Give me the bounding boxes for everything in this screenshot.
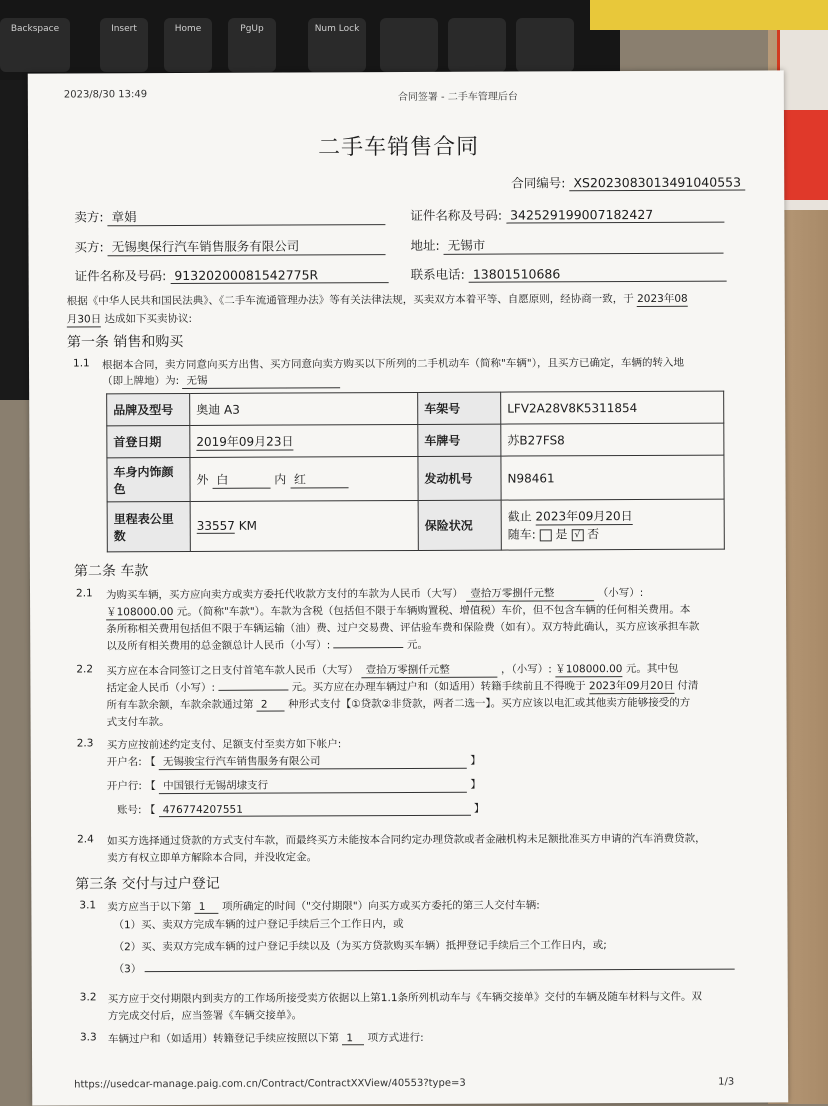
reg-date-label: 首登日期 [107,425,190,457]
insurance-label: 保险状况 [418,500,501,550]
table-row [107,499,724,552]
bank-label: 开户行: [106,780,142,793]
intro-tail: 达成如下买卖协议: [104,312,193,326]
clause-1-1-text: 根据本合同，卖方同意向买方出售、买方同意向卖方购买以下所列的二手机动车（简称"车辆"），且买方已确定，车辆的转入地 [101,356,684,372]
clause-2-3-number: 2.3 [76,737,94,750]
buyer-label: 买方: [74,239,104,255]
table-row [107,423,724,458]
plate-value: 苏B27FS8 [501,423,724,456]
clause-2-1-text-e: 元。 [406,638,429,652]
key-slash [380,18,438,72]
clause-2-1-text-a: 为购买车辆，买方应向卖方或卖方委托代收款方支付的车款为人民币（大写） [106,587,464,602]
phone-label: 联系电话: [410,266,465,282]
table-row [107,391,724,426]
balance-deadline: 2023年09月20日 [588,679,674,693]
insurance-expiry [508,507,718,526]
clause-3-3-text-b: 项方式进行: [367,1031,424,1045]
engine-label: 发动机号 [418,456,501,500]
key-home: Home [164,18,212,72]
clause-2-3-text: 买方应按前述约定支付、足额支付至卖方如下帐户: [106,738,342,752]
vin-value: LFV2A28V8K5311854 [501,391,724,424]
clause-2-2-text-b: ，（小写）: [501,663,552,676]
contract-number: XS2023083013491040553 [569,175,745,192]
clause-2-1-text-d: 以及所有相关费用的总金额总计人民币（小写）: [106,639,331,653]
clause-2-4-line1: 如买方选择通过贷款的方式支付车款，而最终买方未能按本合同约定办理贷款或者金融机构未足额批准买方申请的汽车消费贷款， [107,832,706,848]
bracket-left: 【 [145,756,156,769]
clause-3-3-number: 3.3 [79,1031,97,1044]
bracket-right: 】 [470,778,481,791]
clause-2-4-number: 2.4 [77,833,94,846]
clause-2-1-line2 [106,602,690,621]
seller-label: 卖方: [74,209,104,225]
delivery-option-1: （1）买、卖双方完成车辆的过户登记手续后三个工作日内，或 [113,918,404,932]
buyer-row [74,236,385,256]
clause-3-1-text-a: 卖方应当于以下第 [107,900,192,914]
clause-2-1-number: 2.1 [75,587,93,600]
desk-background [0,80,30,400]
key-pgup: PgUp [228,18,276,72]
payment-method: 2 [257,699,285,712]
exterior-prefix: 外 [196,472,209,487]
color-label: 车身内饰颜色 [107,457,190,501]
key-minus [516,18,574,72]
keyboard-background [0,0,620,80]
seller-id-row [410,205,724,224]
bank-row [107,777,481,795]
clause-2-2-line1 [106,661,678,679]
clause-3-1-text-b: 项所确定的时间（"交付期限"）向买方或买方委托的第三人交付车辆: [222,899,540,913]
insurance-date: 2023年09月20日 [535,509,633,524]
with-car-no-checkbox: √ [571,529,583,541]
clause-3-2-number: 3.2 [79,991,97,1004]
key-backspace: Backspace [0,18,70,72]
clause-3-2-line1: 买方应于交付期限内到卖方的工作场所接受卖方依据以上第1.1条所列机动车与《车辆交接单》交付的车辆及随车材料与文件。双 [107,990,703,1006]
clause-2-2-text-d: 括定金人民币（小写）: [106,681,216,695]
vehicle-table [106,391,725,553]
intro-line2 [67,311,192,328]
mileage-value: 33557 [196,518,235,533]
delivery-option-3-label: （3） [113,963,142,976]
seller-id-label: 证件名称及号码: [410,207,503,223]
contract-title: 二手车销售合同 [318,134,480,161]
clause-2-2-text-c: 元。其中包 [625,662,679,676]
page-number: 1/3 [718,1076,735,1088]
print-page-title: 合同签署 - 二手车管理后台 [397,91,518,104]
footer-url: https://usedcar-manage.paig.com.cn/Contract/ContractXXView/40553?type=3 [74,1077,466,1091]
table-row [107,455,724,502]
clause-2-2-text-a: 买方应在本合同签订之日支付首笔车款人民币（大写） [106,664,359,678]
intro-date-2: 月30日 [66,313,102,326]
price-uppercase: 壹拾万零捌仟元整 [466,585,594,602]
seller-row [74,206,385,226]
clause-2-2-text-g: 所有车款余额，车款余款通过第 [106,698,254,712]
phone-row [411,264,727,283]
clause-2-1-text-c: 元。（简称"车款"）。车款为含税（包括但不限于车辆购置税、增值税）车价，但不包含车辆的任何相关费用。本 [176,603,691,619]
article-2-title: 第二条 车款 [73,563,149,580]
contract-number-label: 合同编号: [511,175,566,191]
phone-value: 13801510686 [469,266,727,283]
clause-2-2-text-e: 元。买方应在办理车辆过户和（如适用）转籍手续前且不得晚于 [291,680,586,694]
with-car-yes-checkbox [540,529,552,541]
address-value: 无锡市 [444,235,724,255]
address-row [410,235,723,255]
brand-label: 品牌及型号 [107,393,190,425]
reg-date-cell [190,424,418,457]
transfer-location: 无锡 [182,372,340,389]
print-datetime: 2023/8/30 13:49 [63,89,148,101]
intro-text: 根据《中华人民共和国民法典》、《二手车流通管理办法》等有关法律法规，买卖双方本着平等、自愿原则，经协商一致，于 [66,293,634,308]
account-name-row [107,753,481,771]
clause-2-1-line4 [106,637,428,653]
clause-2-2-line4: 式支付车款。 [106,716,170,729]
delivery-option-2: （2）买、卖双方完成车辆的过户登记手续以及（为买方贷款购买车辆）抵押登记手续后三个工作日内，或; [113,939,607,954]
insurance-cell [501,499,724,550]
sticky-note [590,0,828,30]
clause-1-1-location-label: （即上牌地）为: [102,374,180,388]
intro-line1 [67,291,688,310]
clause-3-1-number: 3.1 [79,899,97,912]
bracket-left: 【 [144,804,156,817]
address-label: 地址: [410,237,440,253]
price-lowercase: ￥108000.00 [106,606,174,619]
reg-date-value: 2019年09月23日 [196,433,294,449]
mileage-label: 里程表公里数 [107,501,190,551]
insurance-prefix: 截止 [507,509,532,524]
with-car-label: 随车: [507,527,536,542]
with-car-yes-label: 是 [555,527,568,542]
clause-2-1-text-b: （小写）: [597,586,644,600]
with-car-row [508,525,718,543]
seller-id: 342529199007182427 [506,207,724,224]
key-insert: Insert [100,18,148,72]
clause-2-1-line3: 条所称相关费用包括但不限于车辆运输（油）费、过户交易费、评估验车费和保险费（如有）。双方特此确认，买方应该承担车款 [106,620,700,636]
brand-value: 奥迪 A3 [190,392,418,425]
buyer-id: 91320200081542775R [170,267,388,284]
clause-2-1-line1 [106,585,643,603]
account-name-label: 开户名: [106,756,142,769]
color-cell [190,456,418,501]
clause-2-4-line2: 卖方有权立即单方解除本合同，并没收定金。 [107,851,318,865]
article-3-title: 第三条 交付与过户登记 [75,875,220,893]
transfer-option: 1 [342,1032,364,1045]
first-payment-lowercase: ￥108000.00 [555,663,623,676]
mileage-cell [190,500,418,551]
article-1-title: 第一条 销售和购买 [66,333,184,351]
account-number-label: 账号: [116,804,142,817]
bank-name: 中国银行无锡胡埭支行 [159,777,467,794]
total-amount-blank [334,647,404,648]
bracket-right: 】 [474,802,485,815]
interior-color: 红 [290,470,348,488]
key-asterisk [448,18,506,72]
buyer-id-row [75,265,389,284]
clause-3-3-text-a: 车辆过户和（如适用）转籍登记手续应按照以下第 [107,1032,339,1046]
first-payment-uppercase: 壹拾万零捌仟元整 [362,662,498,679]
buyer-name: 无锡奥保行汽车销售服务有限公司 [108,236,386,256]
clause-3-1-line [107,897,539,914]
vin-label: 车架号 [418,392,501,424]
clause-2-2-line3 [106,695,690,713]
deposit-blank [218,690,288,691]
delivery-option: 1 [195,901,219,914]
clause-1-1-number: 1.1 [72,357,90,370]
delivery-option-3 [114,959,735,977]
seller-name: 章娟 [108,206,386,226]
with-car-no-label: 否 [587,527,600,542]
bracket-right: 】 [470,754,481,767]
clause-3-3-line [108,1030,424,1046]
buyer-id-label: 证件名称及号码: [74,268,167,284]
contract-number-row [511,173,745,192]
key-numlock: Num Lock [308,18,366,72]
account-number-row [117,801,485,818]
account-number: 476774207551 [159,803,471,817]
clause-2-2-number: 2.2 [76,663,94,676]
engine-value: N98461 [501,455,724,500]
account-name: 无锡骏宝行汽车销售服务有限公司 [159,753,467,770]
product-box-red [780,110,828,200]
clause-1-1-text2 [102,372,340,389]
clause-2-2-line2 [106,678,698,697]
clause-3-2-line2: 方完成交付后，应当签署《车辆交接单》。 [107,1009,303,1023]
contract-page [28,70,788,1105]
interior-prefix: 内 [274,472,287,487]
bracket-left: 【 [145,780,156,793]
exterior-color: 白 [212,470,270,488]
mileage-unit: KM [238,518,258,533]
delivery-option-3-blank [145,969,735,973]
clause-2-2-text-f: 付清 [677,679,699,692]
clause-2-2-text-h: 种形式支付【①贷款②非贷款，两者二选一】。买方应该以电汇或其他卖方能够接受的方 [288,696,691,711]
intro-date-1: 2023年08 [637,292,688,305]
plate-label: 车牌号 [418,424,501,456]
